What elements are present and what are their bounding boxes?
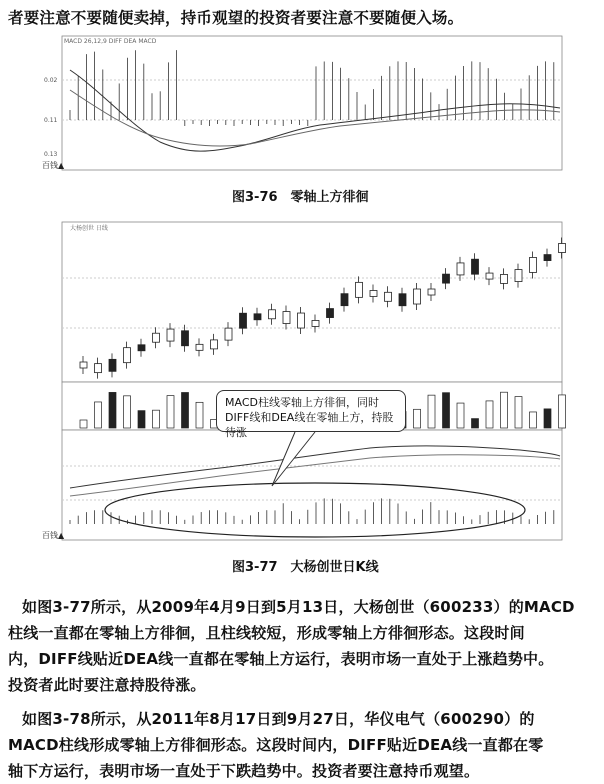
svg-text:0.02: 0.02 [44, 77, 58, 84]
para2-line2: MACD柱线形成零轴上方徘徊形态。这段时间内，DIFF贴近DEA线一直都在零 [8, 736, 544, 754]
candle-body [559, 244, 566, 253]
volume-bar [138, 411, 145, 428]
volume-bar [457, 403, 464, 428]
candle-body [414, 289, 421, 304]
candle-body [501, 274, 508, 283]
candle-body [486, 273, 493, 279]
candle-body [211, 340, 218, 349]
candle-body [312, 320, 319, 326]
volume-bar [559, 395, 566, 428]
candle-body [544, 255, 551, 261]
candle-body [254, 314, 261, 320]
candle-body [167, 329, 174, 341]
para1-line4: 投资者此时要注意持股待涨。 [8, 676, 206, 694]
volume-bar [196, 402, 203, 428]
fig2-small-label: 百钱▲ [42, 531, 65, 540]
fig1-small-label: 百钱▲ [42, 161, 65, 170]
candle-body [225, 328, 232, 340]
candle-body [457, 263, 464, 275]
volume-bar [414, 409, 421, 428]
candle-body [240, 313, 247, 328]
volume-bar [124, 396, 131, 428]
svg-text:0.13: 0.13 [44, 151, 58, 158]
candle-body [124, 348, 131, 363]
intro-text: 者要注意不要随便卖掉，持币观望的投资者要注意不要随便入场。 [8, 9, 464, 27]
volume-bar [472, 419, 479, 428]
para1-line2: 柱线一直都在零轴上方徘徊，且柱线较短，形成零轴上方徘徊形态。这段时间 [8, 624, 525, 642]
candle-body [298, 313, 305, 328]
candle-body [182, 331, 189, 346]
candle-body [530, 257, 537, 272]
figure-macd-chart-1 [40, 30, 570, 180]
volume-bar [109, 392, 116, 428]
volume-bar [486, 401, 493, 428]
candle-body [443, 274, 450, 283]
volume-bar [443, 393, 450, 428]
para1-line1: 如图3-77所示，从2009年4月9日到5月13日，大杨创世（600233）的MACD [22, 598, 575, 616]
volume-bar [167, 396, 174, 428]
candle-body [356, 282, 363, 297]
annotation-callout: MACD柱线零轴上方徘徊，同时DIFF线和DEA线在零轴上方，持股待涨 [216, 390, 406, 432]
candle-body [370, 290, 377, 296]
candle-body [327, 309, 334, 318]
candle-body [472, 259, 479, 274]
candle-body [153, 333, 160, 342]
macd-chart-1-svg [40, 30, 570, 180]
candle-body [399, 294, 406, 306]
svg-text:MACD 26,12,9 DIFF DEA MACD: MACD 26,12,9 DIFF DEA MACD [64, 38, 157, 45]
candle-body [269, 310, 276, 319]
volume-bar [428, 395, 435, 428]
svg-text:0.11: 0.11 [44, 117, 58, 124]
candle-body [515, 270, 522, 282]
candle-body [196, 344, 203, 350]
volume-bar [153, 410, 160, 428]
para2-line3: 轴下方运行，表明市场一直处于下跌趋势中。投资者要注意持币观望。 [8, 762, 480, 780]
figure-candlestick-chart-2 [40, 218, 570, 548]
volume-bar [501, 392, 508, 428]
candle-body [80, 362, 87, 368]
candle-body [109, 359, 116, 371]
candle-body [138, 345, 145, 351]
volume-bar [544, 409, 551, 428]
candle-body [385, 292, 392, 301]
svg-text:大杨创世 日线: 大杨创世 日线 [70, 225, 108, 232]
volume-bar [530, 412, 537, 428]
candle-body [95, 364, 102, 373]
figure2-caption: 图3-77 大杨创世日K线 [232, 560, 379, 575]
volume-bar [95, 402, 102, 428]
volume-bar [515, 397, 522, 428]
para1-line3: 内，DIFF线贴近DEA线一直都在零轴上方运行，表明市场一直处于上涨趋势中。 [8, 650, 554, 668]
volume-bar [80, 420, 87, 428]
candle-body [341, 294, 348, 306]
volume-bar [182, 392, 189, 428]
candle-body [283, 312, 290, 324]
para2-line1: 如图3-78所示，从2011年8月17日到9月27日，华仪电气（600290）的 [22, 710, 535, 728]
candle-body [428, 289, 435, 295]
candlestick-chart-2-svg [40, 218, 570, 548]
figure1-caption: 图3-76 零轴上方徘徊 [232, 190, 369, 205]
